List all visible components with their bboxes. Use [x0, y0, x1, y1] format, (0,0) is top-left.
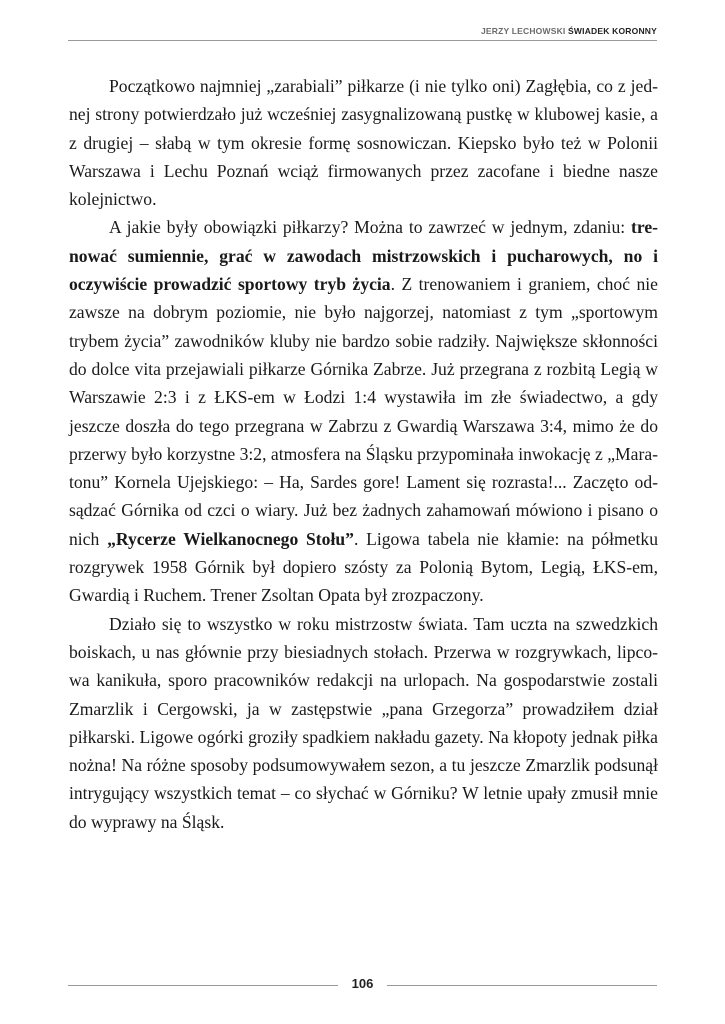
header-rule — [68, 40, 657, 41]
body-text — [69, 72, 658, 836]
running-header — [68, 26, 657, 36]
page-footer — [68, 975, 657, 995]
text-segment: Działo się to wszystko w roku mistrzostw świata. Tam uczta na szwedzkich boiskach, u nas głównie przy biesiadnych stołach. Przerwa w rozgrywkach, lipcowa kanikuła, sporo pracowników redakcji na urlopach. Na gospodarstwie zostali Zmarzlik i Cergowski, ja w zastępstwie „pana Grzegorza” prowadziłem dział piłkarski. Ligowe ogórki groziły spadkiem nakładu gazety. Na kłopoty jednak piłka nożna! Na różne sposoby podsumowywałem sezon, a tu jeszcze Zmarzlik podsunął intrygujący wszystkich temat – co słychać w Górniku? W letnie upały zmusił mnie do wyprawy na Śląsk. — [69, 613, 658, 832]
text-segment: Początkowo najmniej „zarabiali” piłkarze (i nie tylko oni) Zagłębia, co z jednej strony potwierdzało już wcześniej zasygnalizowaną pustkę w klubowej kasie, a z drugiej – słabą w tym okresie formę sosnowiczan. Kiepsko było też w Polonii Warszawa i Lechu Poznań wciąż firmowanych przez zacofane i biedne nasze kolejnictwo. — [69, 76, 658, 210]
page-number: 106 — [351, 976, 374, 991]
text-segment: . Z trenowaniem i graniem, choć nie zawsze na dobrym poziomie, nie było najgorzej, natomiast z tym „sportowym trybem życia” zawodników kluby nie bardzo sobie radziły. Największe skłonności do dolce vita przejawiali piłkarze Górnika Zabrze. Już przegrana z rozbitą Legią w Warszawie 2:3 i z ŁKS-em w Łodzi 1:4 wystawiła im złe świadectwo, a gdy jeszcze doszła do tego przegrana w Zabrzu z Gwardią Warszawa 3:4, mimo że do przerwy było korzystne 3:2, atmosfera na Śląsku przypominała inwokację z „Maratonu” Kornela Ujejskiego: – Ha, Sardes gore! Lament się rozrasta!... Zaczęto odsądzać Górnika od czci o wiary. Już bez żadnych zahamowań mówiono i pisano o nich — [69, 274, 658, 549]
header-author: JERZY LECHOWSKI — [480, 26, 566, 36]
bold-text-segment: „Rycerze Wielkanocnego Stołu” — [107, 528, 354, 549]
text-segment: A jakie były obowiązki piłkarzy? Można to zawrzeć w jednym, zdaniu: — [109, 217, 631, 238]
header-title: ŚWIADEK KORONNY — [568, 26, 657, 36]
text-segment: . Ligowa tabela nie kłamie: na półmetku rozgrywek 1958 Górnik był dopiero szósty za Polonią Bytom, Legią, ŁKS-em, Gwardią i Ruchem. Trener Zsoltan Opata był zrozpaczony. — [69, 528, 658, 606]
bold-text-segment: trenować sumiennie, grać w zawodach mistrzowskich i pucharowych, no i oczywiście prowadzić sportowy tryb życia — [69, 217, 658, 295]
paragraph — [69, 610, 658, 836]
footer-rule-right — [387, 985, 657, 986]
paragraph — [69, 72, 658, 213]
paragraph — [69, 213, 658, 609]
